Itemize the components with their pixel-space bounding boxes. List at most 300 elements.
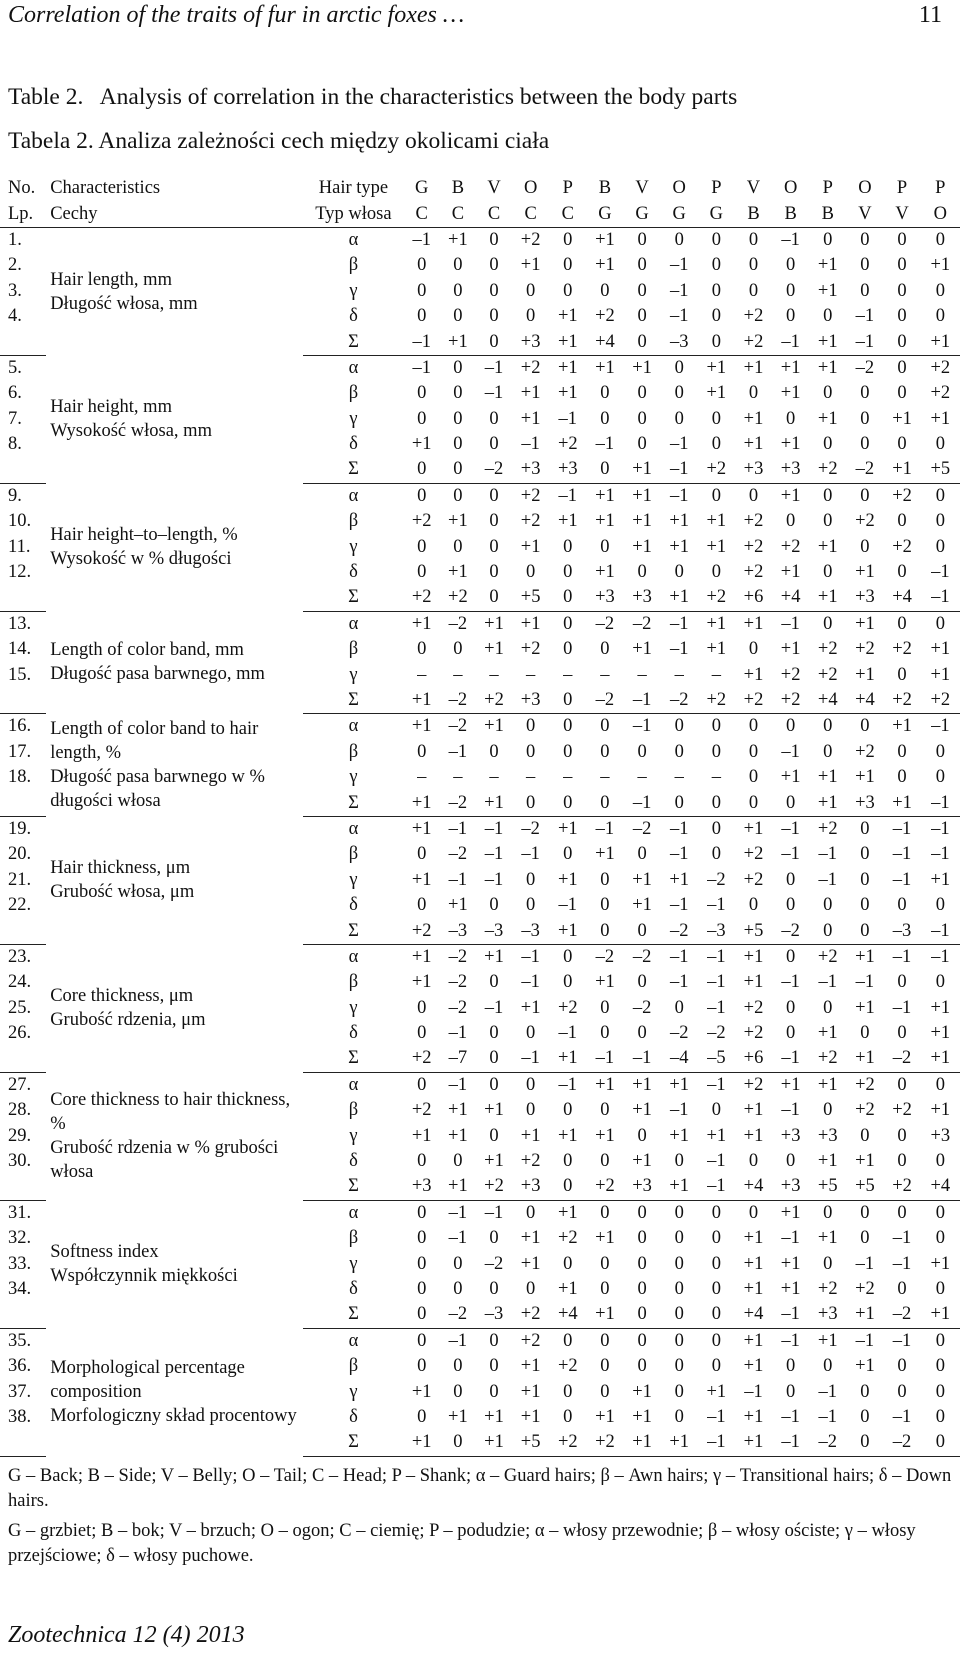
correlation-value: +1 [595,1406,615,1427]
header-col: V [487,178,501,199]
correlation-value: +3 [930,1125,951,1146]
correlation-value: 0 [417,1202,427,1223]
correlation-value: +2 [743,997,764,1018]
correlation-value: +3 [772,1174,809,1200]
correlation-value: 0 [860,1406,870,1427]
correlation-value: –1 [669,280,689,301]
header-col: P [711,178,722,199]
header-typ-wlosa: Typ włosa [303,201,403,227]
correlation-value: 0 [897,972,907,993]
correlation-value: +1 [669,1125,690,1146]
row-number: 38. [8,1406,32,1427]
correlation-value: +2 [772,688,809,714]
correlation-value: +2 [921,688,960,714]
correlation-value: 0 [823,562,833,583]
correlation-value: –1 [931,562,950,583]
correlation-value: –1 [892,818,912,839]
correlation-value: +2 [855,1074,875,1095]
hair-type-symbol: β [348,1100,359,1121]
characteristic-en: Hair height–to–length, % [50,525,238,546]
correlation-value: –1 [484,357,504,378]
correlation-value: 0 [935,1228,945,1249]
correlation-value: +1 [549,1046,586,1072]
row-number [0,790,46,816]
correlation-value: 0 [897,383,907,404]
correlation-value: +1 [632,1381,652,1402]
correlation-value: +1 [595,255,615,276]
correlation-value: 0 [600,1202,610,1223]
correlation-value: –1 [448,741,468,762]
correlation-value: 0 [637,844,647,865]
correlation-value: +1 [476,790,512,816]
correlation-value: 0 [489,741,499,762]
correlation-value: –1 [512,1046,549,1072]
correlation-value: +2 [743,536,764,557]
correlation-value: +1 [632,1100,652,1121]
correlation-value: – [453,664,463,685]
correlation-value: +1 [448,562,468,583]
correlation-value: +2 [892,485,912,506]
correlation-value: 0 [711,1202,721,1223]
correlation-value: +1 [930,639,951,660]
correlation-value: +1 [817,1151,838,1172]
correlation-value: 0 [637,1330,647,1351]
correlation-value: 0 [935,1202,945,1223]
header-col: V [883,201,920,227]
correlation-value: +2 [557,997,578,1018]
correlation-value: 0 [563,741,573,762]
hair-type-symbol: δ [349,1278,358,1299]
header-col: O [672,178,686,199]
correlation-value: 0 [823,1253,833,1274]
correlation-value: 0 [417,562,427,583]
correlation-value: 0 [417,895,427,916]
correlation-value: 0 [563,639,573,660]
correlation-value: 0 [563,1381,573,1402]
correlation-value: +1 [855,946,875,967]
correlation-value: 0 [897,1023,907,1044]
hair-type-symbol: γ [349,997,358,1018]
characteristic-en: Hair height, mm [50,397,172,418]
correlation-value: +2 [698,585,735,611]
characteristic-label [46,1200,303,1328]
hair-type-symbol: Σ [303,688,403,714]
correlation-value: +1 [743,357,764,378]
header-row-en [0,176,960,201]
hair-type-symbol: Σ [303,1430,403,1456]
hair-type-symbol: β [348,511,359,532]
characteristic-label [46,483,303,611]
correlation-value: +4 [772,585,809,611]
correlation-value: +2 [440,585,476,611]
correlation-value: +1 [743,1253,764,1274]
correlation-value: +2 [855,741,875,762]
correlation-value: +2 [883,1174,920,1200]
correlation-value: –2 [669,1023,689,1044]
correlation-value: +1 [892,716,912,737]
characteristic-label [46,1072,303,1200]
correlation-value: 0 [624,918,661,944]
correlation-value: –1 [781,613,800,634]
correlation-value: +2 [817,664,838,685]
correlation-value: –1 [892,1406,912,1427]
correlation-value: +4 [846,688,883,714]
characteristic-en: Core thickness to hair thickness, % [50,1090,291,1135]
journal-footer: Zootechnica 12 (4) 2013 [8,1622,245,1648]
correlation-value: +1 [930,1100,951,1121]
correlation-value: +1 [411,716,432,737]
correlation-value: +1 [595,511,615,532]
row-number: 22. [8,895,32,916]
correlation-value: 0 [453,255,463,276]
correlation-value: 0 [935,306,945,327]
correlation-value: 0 [600,1023,610,1044]
correlation-value: 0 [897,1151,907,1172]
correlation-value: +1 [411,869,432,890]
correlation-value: – [417,664,427,685]
correlation-value: 0 [489,972,499,993]
correlation-value: +1 [706,511,727,532]
correlation-value: +3 [624,585,661,611]
hair-type-symbol: Σ [303,1174,403,1200]
hair-type-symbol: δ [349,306,358,327]
row-number [0,1174,46,1200]
correlation-value: +1 [484,639,504,660]
correlation-value: 0 [526,1074,536,1095]
correlation-value: +1 [930,997,951,1018]
correlation-value: 0 [711,844,721,865]
correlation-value: +1 [448,1100,468,1121]
correlation-value: +2 [476,1174,512,1200]
correlation-value: 0 [897,280,907,301]
correlation-value: +2 [743,511,764,532]
correlation-value: –3 [883,918,920,944]
row-number [0,585,46,611]
correlation-value: +1 [780,639,801,660]
correlation-value: 0 [600,408,610,429]
correlation-value: –1 [404,329,440,355]
correlation-value: 0 [935,1278,945,1299]
correlation-value: +1 [411,818,432,839]
correlation-value: –1 [558,485,578,506]
correlation-value: –1 [661,457,698,483]
correlation-value: 0 [453,1356,463,1377]
correlation-value: –2 [855,357,875,378]
correlation-value: 0 [897,306,907,327]
correlation-value: +4 [735,1174,772,1200]
correlation-value: 0 [674,741,684,762]
correlation-value: –1 [892,997,912,1018]
correlation-value: +1 [557,511,578,532]
correlation-value: 0 [489,895,499,916]
correlation-value: +2 [817,946,838,967]
correlation-value: +2 [892,1100,912,1121]
correlation-value: +1 [780,485,801,506]
correlation-value: 0 [417,1278,427,1299]
correlation-value: 0 [526,306,536,327]
correlation-value: +1 [743,434,764,455]
header-col: C [549,201,586,227]
correlation-value: 0 [637,383,647,404]
correlation-value: 0 [748,639,759,660]
correlation-value: – [563,767,573,788]
header-cechy: Cechy [46,201,303,227]
correlation-value: +1 [661,1174,698,1200]
row-number: 17. [8,741,32,762]
correlation-value: +4 [883,585,920,611]
correlation-value: +1 [817,1228,838,1249]
hair-type-symbol: α [348,229,359,250]
characteristic-pl: Wysokość włosa, mm [50,421,212,442]
correlation-value: –1 [707,1151,726,1172]
correlation-value: 0 [674,1381,684,1402]
row-number: 28. [8,1100,32,1121]
characteristic-en: Morphological percentage composition [50,1358,245,1403]
correlation-value: 0 [935,434,945,455]
correlation-value: 0 [526,280,536,301]
correlation-value: +2 [476,688,512,714]
correlation-value: 0 [489,1278,499,1299]
correlation-value: 0 [748,1202,759,1223]
correlation-value: +1 [817,1074,838,1095]
hair-type-symbol: δ [349,1406,358,1427]
correlation-value: –1 [707,1074,726,1095]
correlation-value: +1 [520,1381,541,1402]
correlation-value: +1 [632,1074,652,1095]
correlation-value: +1 [557,306,578,327]
row-number: 13. [8,613,32,634]
correlation-value: –1 [669,972,689,993]
correlation-value: +1 [780,767,801,788]
correlation-value: 0 [674,383,684,404]
correlation-value: 0 [476,585,512,611]
correlation-value: –2 [586,688,623,714]
correlation-value: 0 [637,280,647,301]
correlation-value: +2 [780,536,801,557]
correlation-value: +1 [476,1430,512,1456]
correlation-value: +3 [512,457,549,483]
correlation-value: 0 [823,741,833,762]
correlation-value: –1 [855,1253,875,1274]
correlation-value: 0 [526,1100,536,1121]
correlation-value: 0 [897,895,907,916]
legend-en: G – Back; B – Side; V – Belly; O – Tail; C – Head; P – Shank; α – Guard hairs; β – Awn hairs; γ – Transitional hairs; δ – Down hairs. [8,1466,952,1511]
correlation-value: 0 [586,790,623,816]
correlation-value: 0 [637,1253,647,1274]
correlation-value: 0 [526,895,536,916]
correlation-value: +1 [632,357,652,378]
correlation-value: 0 [563,280,573,301]
header-col: P [896,178,908,199]
correlation-value: +2 [404,918,440,944]
correlation-value: +1 [706,639,727,660]
correlation-value: –1 [669,306,689,327]
hair-type-symbol: α [348,946,359,967]
correlation-value: 0 [489,1228,499,1249]
correlation-value: –1 [707,997,726,1018]
correlation-value: 0 [897,664,907,685]
correlation-value: 0 [563,1330,573,1351]
correlation-value: +1 [404,1430,440,1456]
correlation-value: 0 [563,562,573,583]
correlation-value: +2 [520,357,541,378]
correlation-value: +1 [743,946,764,967]
correlation-value: 0 [674,997,684,1018]
correlation-value: +1 [855,613,875,634]
correlation-value: 0 [674,1202,684,1223]
correlation-value: 0 [786,895,796,916]
correlation-value: –2 [883,1046,920,1072]
correlation-value: +1 [743,1356,764,1377]
correlation-value: 0 [563,1151,573,1172]
correlation-value: –1 [484,818,504,839]
correlation-value: 0 [453,1278,463,1299]
correlation-value: 0 [935,229,945,250]
correlation-value: –7 [440,1046,476,1072]
correlation-value: –1 [412,229,431,250]
correlation-value: +1 [921,1302,960,1328]
correlation-value: +1 [440,1174,476,1200]
correlation-value: +5 [846,1174,883,1200]
correlation-value: +1 [549,329,586,355]
characteristic-en: Hair length, mm [50,269,172,290]
correlation-value: 0 [711,716,721,737]
row-number: 18. [8,767,32,788]
correlation-value: –1 [448,1202,468,1223]
correlation-value: 0 [417,408,427,429]
hair-type-symbol: α [348,1074,359,1095]
header-col: C [512,201,549,227]
correlation-value: – [674,767,684,788]
correlation-value: +2 [809,1046,846,1072]
correlation-value: –2 [448,997,468,1018]
row-number [0,1046,46,1072]
correlation-value: 0 [489,408,499,429]
row-number [0,457,46,483]
correlation-value: –1 [846,329,883,355]
correlation-value: +5 [735,918,772,944]
correlation-value: 0 [417,639,427,660]
correlation-value: +1 [661,1430,698,1456]
correlation-value: +1 [743,1406,764,1427]
correlation-value: +1 [484,1151,504,1172]
correlation-value: –1 [484,844,504,865]
correlation-value: –1 [921,585,960,611]
correlation-value: 0 [711,408,721,429]
correlation-value: 0 [897,1381,907,1402]
header-col: G [415,178,429,199]
correlation-value: –1 [781,1228,800,1249]
correlation-value: 0 [748,716,759,737]
correlation-value: –1 [669,1100,689,1121]
table-row [0,355,960,381]
correlation-value: 0 [698,329,735,355]
characteristic-label [46,611,303,714]
correlation-value: +1 [411,1125,432,1146]
correlation-value: 0 [476,329,512,355]
correlation-value: +1 [780,1202,801,1223]
correlation-value: –1 [855,306,875,327]
correlation-value: 0 [711,1100,721,1121]
row-number: 12. [8,562,32,583]
correlation-value: –1 [632,716,652,737]
correlation-value: –4 [661,1046,698,1072]
correlation-value: +2 [743,844,764,865]
hair-type-symbol: β [348,844,359,865]
correlation-value: +1 [706,1381,727,1402]
correlation-value: +2 [411,1100,432,1121]
correlation-value: 0 [600,1330,610,1351]
correlation-value: –1 [521,434,540,455]
header-hair-type: Hair type [318,178,389,199]
correlation-value: 0 [526,741,536,762]
header-col: P [935,178,946,199]
correlation-value: 0 [417,255,427,276]
correlation-value: +1 [780,1278,801,1299]
row-number: 25. [8,997,32,1018]
correlation-value: +1 [743,1330,764,1351]
correlation-value: –1 [558,1023,578,1044]
correlation-value: –1 [595,434,615,455]
correlation-value: 0 [786,1151,796,1172]
correlation-value: –1 [669,946,689,967]
correlation-value: –1 [781,1100,800,1121]
correlation-value: –1 [781,741,800,762]
correlation-value: – [600,664,610,685]
hair-type-symbol: Σ [303,918,403,944]
correlation-value: 0 [846,918,883,944]
correlation-value: +1 [735,1430,772,1456]
correlation-value: –1 [818,844,838,865]
header-col: O [921,201,960,227]
hair-type-symbol: δ [349,1023,358,1044]
correlation-value: 0 [935,741,945,762]
correlation-value: +1 [669,536,690,557]
correlation-value: 0 [453,408,463,429]
correlation-value: –1 [707,946,726,967]
correlation-value: +1 [780,383,801,404]
correlation-value: +1 [930,1023,951,1044]
correlation-value: +2 [404,1046,440,1072]
correlation-value: 0 [935,613,945,634]
table-row [0,483,960,509]
correlation-value: 0 [417,1151,427,1172]
correlation-value: 0 [476,1046,512,1072]
correlation-value: 0 [711,434,721,455]
correlation-value: +1 [520,1253,541,1274]
correlation-value: 0 [674,1356,684,1377]
correlation-value: 0 [489,1356,499,1377]
correlation-value: +1 [743,613,764,634]
hair-type-symbol: γ [349,869,358,890]
row-number: 30. [8,1151,32,1172]
correlation-value: –1 [669,485,689,506]
correlation-value: +3 [846,790,883,816]
correlation-value: 0 [698,790,735,816]
correlation-value: 0 [748,895,759,916]
correlation-value: +2 [855,639,875,660]
correlation-value: 0 [637,1278,647,1299]
correlation-value: 0 [786,869,796,890]
correlation-value: 0 [935,511,945,532]
correlation-value: 0 [860,255,870,276]
correlation-value: –1 [624,1046,661,1072]
hair-type-symbol: α [348,1330,359,1351]
correlation-value: +1 [817,767,838,788]
correlation-value: 0 [661,1302,698,1328]
correlation-value: 0 [489,1330,499,1351]
header-col: O [523,178,538,199]
